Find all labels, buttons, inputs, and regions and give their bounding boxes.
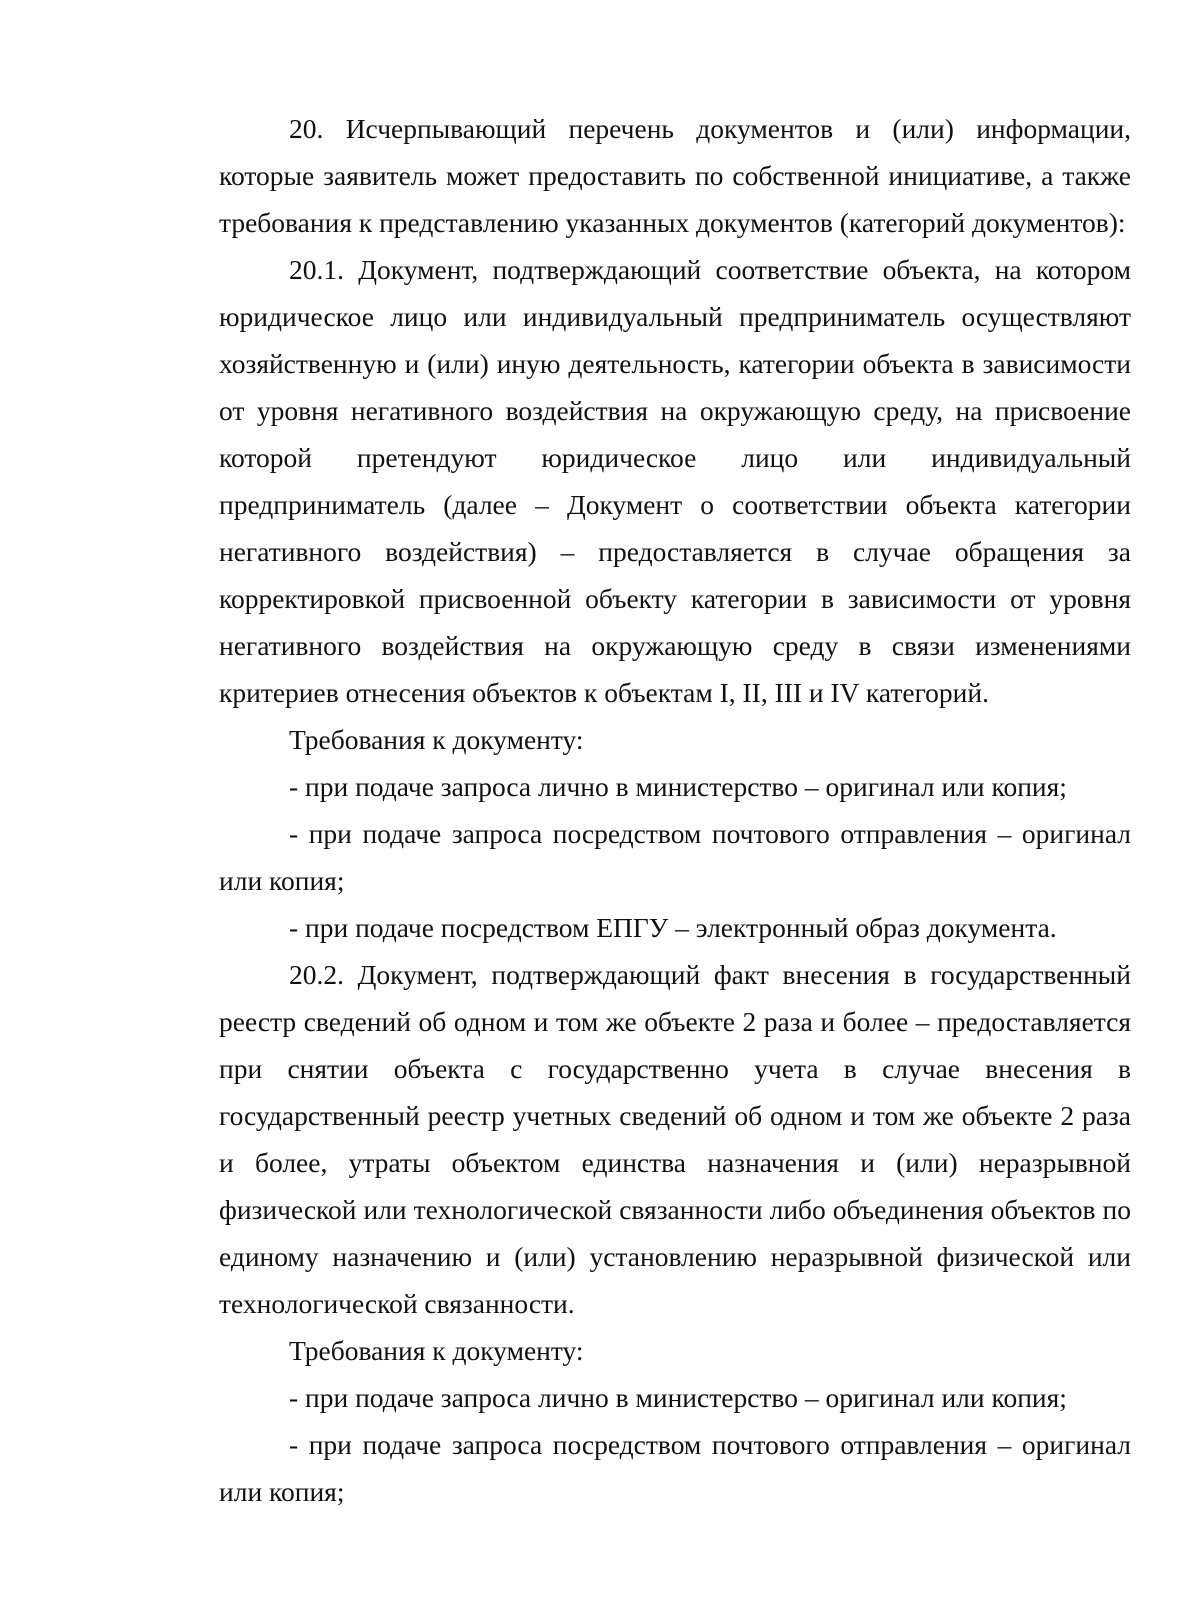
requirements-heading: Требования к документу: [289, 724, 584, 755]
requirement-by-mail: - при подаче запроса посредством почтового отправления – оригинал или копия; [219, 1429, 1131, 1507]
paragraph-20-1: 20.1. Документ, подтверждающий соответствие объекта, на котором юридическое лицо или индивидуальный предприниматель осуществляют хозяйственную и (или) иную деятельность, категории объекта в зависимости от уровня негативного воздействия на окружающую среду, на присвоение которой претендуют юридическое лицо или индивидуальный предприниматель (далее – Документ о соответствии объекта категории негативного воздействия) – предоставляется в случае обращения за корректировкой присвоенной объекту категории в зависимости от уровня негативного воздействия на окружающую среду в связи изменениями критериев отнесения объектов к объектам I, II, III и IV категорий. [219, 254, 1131, 708]
paragraph-20-heading: 20. Исчерпывающий перечень документов и (или) информации, которые заявитель может предоставить по собственной инициативе, а также требования к представлению указанных документов (категорий документов): [219, 113, 1131, 238]
requirement-in-person: - при подаче запроса лично в министерство – оригинал или копия; [289, 1382, 1067, 1413]
requirements-heading: Требования к документу: [289, 1335, 584, 1366]
document-body [219, 105, 1131, 1515]
paragraph-20-2: 20.2. Документ, подтверждающий факт внесения в государственный реестр сведений об одном и том же объекте 2 раза и более – предоставляется при снятии объекта с государственно учета в случае внесения в государственный реестр учетных сведений об одном и том же объекте 2 раза и более, утраты объектом единства назначения и (или) неразрывной физической или технологической связанности либо объединения объектов по единому назначению и (или) установлению неразрывной физической или технологической связанности. [219, 959, 1131, 1319]
requirement-by-mail: - при подаче запроса посредством почтового отправления – оригинал или копия; [219, 818, 1131, 896]
requirement-epgu: - при подаче посредством ЕПГУ – электронный образ документа. [289, 912, 1057, 943]
requirement-in-person: - при подаче запроса лично в министерство – оригинал или копия; [289, 771, 1067, 802]
